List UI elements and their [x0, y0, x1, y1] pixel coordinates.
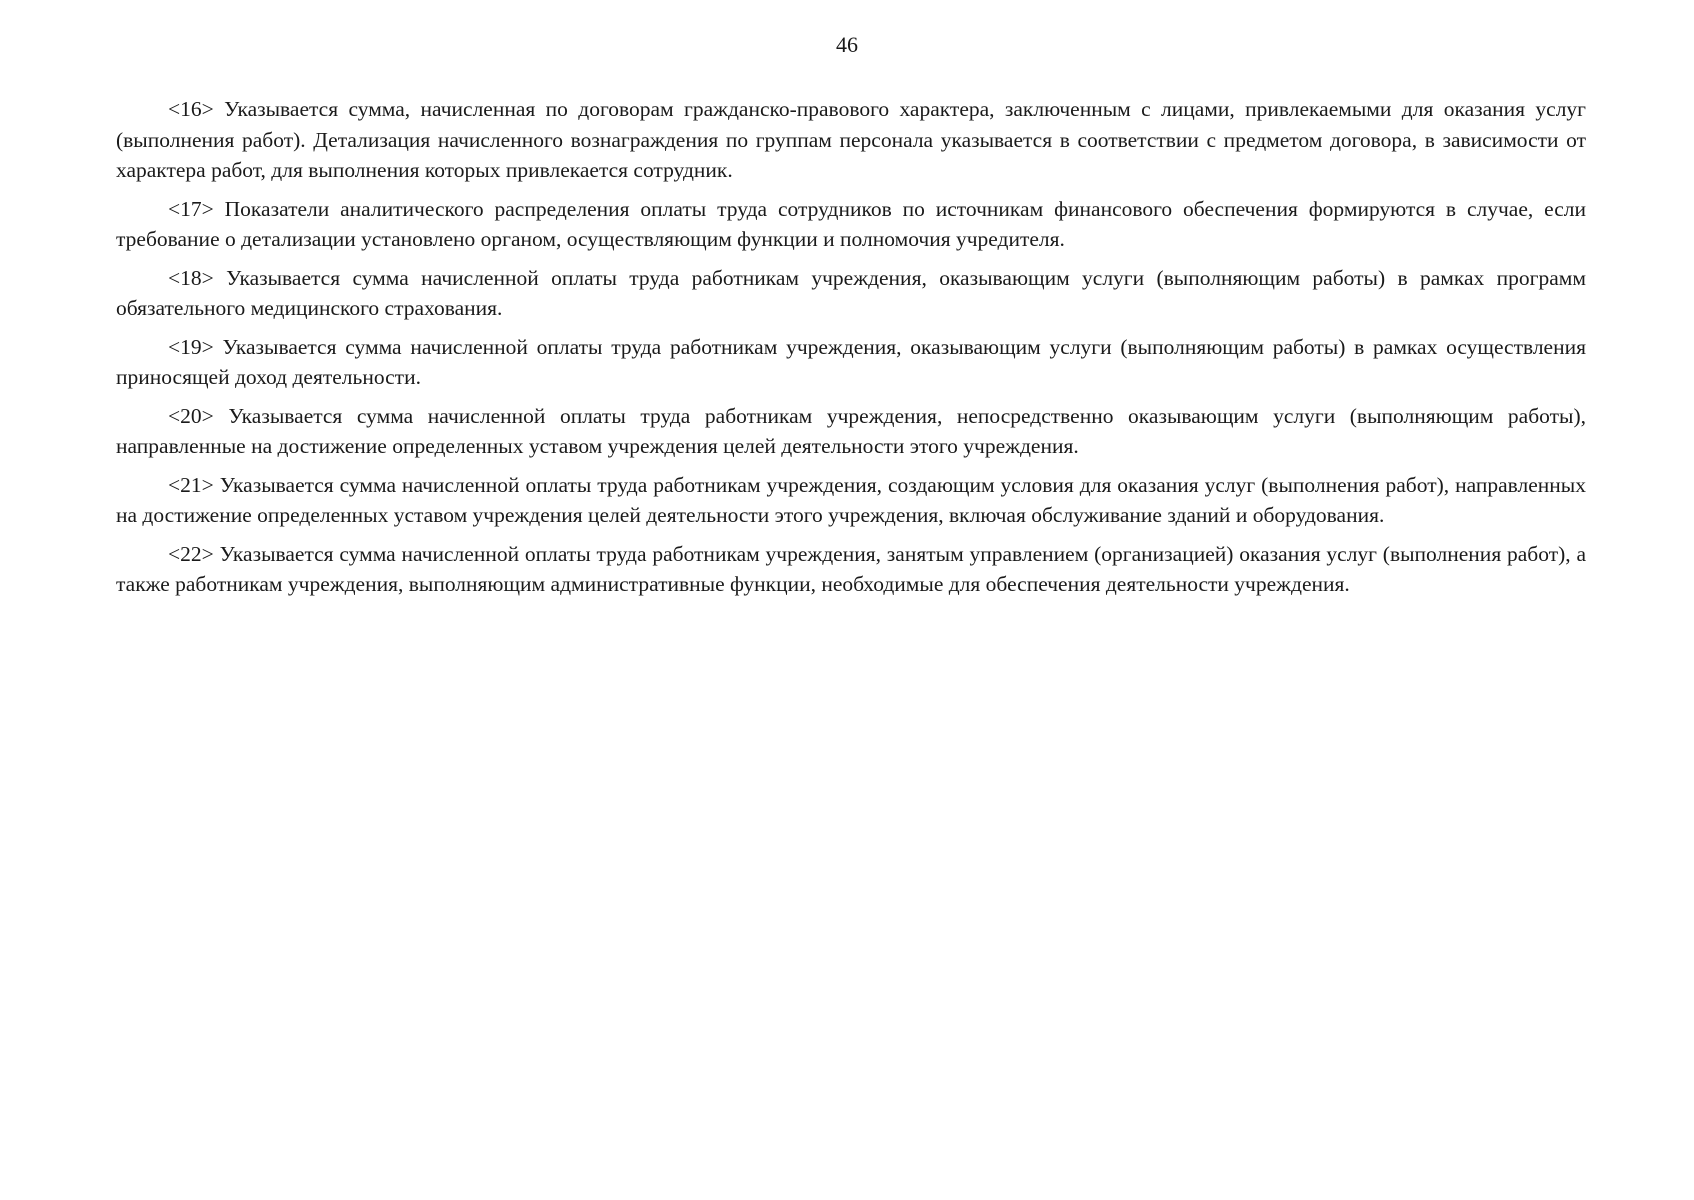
footnotes-list: [116, 94, 1586, 608]
page-number: 46: [836, 32, 858, 57]
footnote-16: [116, 94, 1586, 186]
footnote-marker: <22>: [168, 541, 214, 566]
footnote-text: Указывается сумма начисленной оплаты труда работникам учреждения, непосредственно оказывающим услуги (выполняющим работы), направленные на достижение определенных уставом учреждения целей деятельности этого учреждения.: [116, 403, 1586, 458]
footnote-17: [116, 194, 1586, 255]
footnote-text: Указывается сумма, начисленная по договорам гражданско-правового характера, заключенным с лицами, привлекаемыми для оказания услуг (выполнения работ). Детализация начисленного вознаграждения по группам персонала указывается в соответствии с предметом договора, в зависимости от характера работ, для выполнения которых привлекается сотрудник.: [116, 97, 1586, 182]
footnote-marker: <18>: [168, 265, 214, 290]
footnote-marker: <20>: [168, 403, 214, 428]
footnote-marker: <21>: [168, 472, 214, 497]
footnote-18: [116, 263, 1586, 324]
footnote-text: Указывается сумма начисленной оплаты труда работникам учреждения, оказывающим услуги (выполняющим работы) в рамках программ обязательного медицинского страхования.: [116, 265, 1586, 320]
footnote-19: [116, 332, 1586, 393]
footnote-21: [116, 470, 1586, 531]
footnote-text: Указывается сумма начисленной оплаты труда работникам учреждения, создающим условия для оказания услуг (выполнения работ), направленных на достижение определенных уставом учреждения целей деятельности этого учреждения, включая обслуживание зданий и оборудования.: [116, 472, 1586, 527]
footnote-marker: <19>: [168, 334, 214, 359]
footnote-22: [116, 539, 1586, 600]
footnote-marker: <17>: [168, 196, 214, 221]
footnote-20: [116, 401, 1586, 462]
footnote-text: Показатели аналитического распределения оплаты труда сотрудников по источникам финансового обеспечения формируются в случае, если требование о детализации установлено органом, осуществляющим функции и полномочия учредителя.: [116, 196, 1587, 251]
footnote-text: Указывается сумма начисленной оплаты труда работникам учреждения, занятым управлением (организацией) оказания услуг (выполнения работ), а также работникам учреждения, выполняющим административные функции, необходимые для обеспечения деятельности учреждения.: [116, 541, 1586, 596]
footnote-text: Указывается сумма начисленной оплаты труда работникам учреждения, оказывающим услуги (выполняющим работы) в рамках осуществления приносящей доход деятельности.: [116, 334, 1587, 389]
footnote-marker: <16>: [168, 97, 214, 121]
